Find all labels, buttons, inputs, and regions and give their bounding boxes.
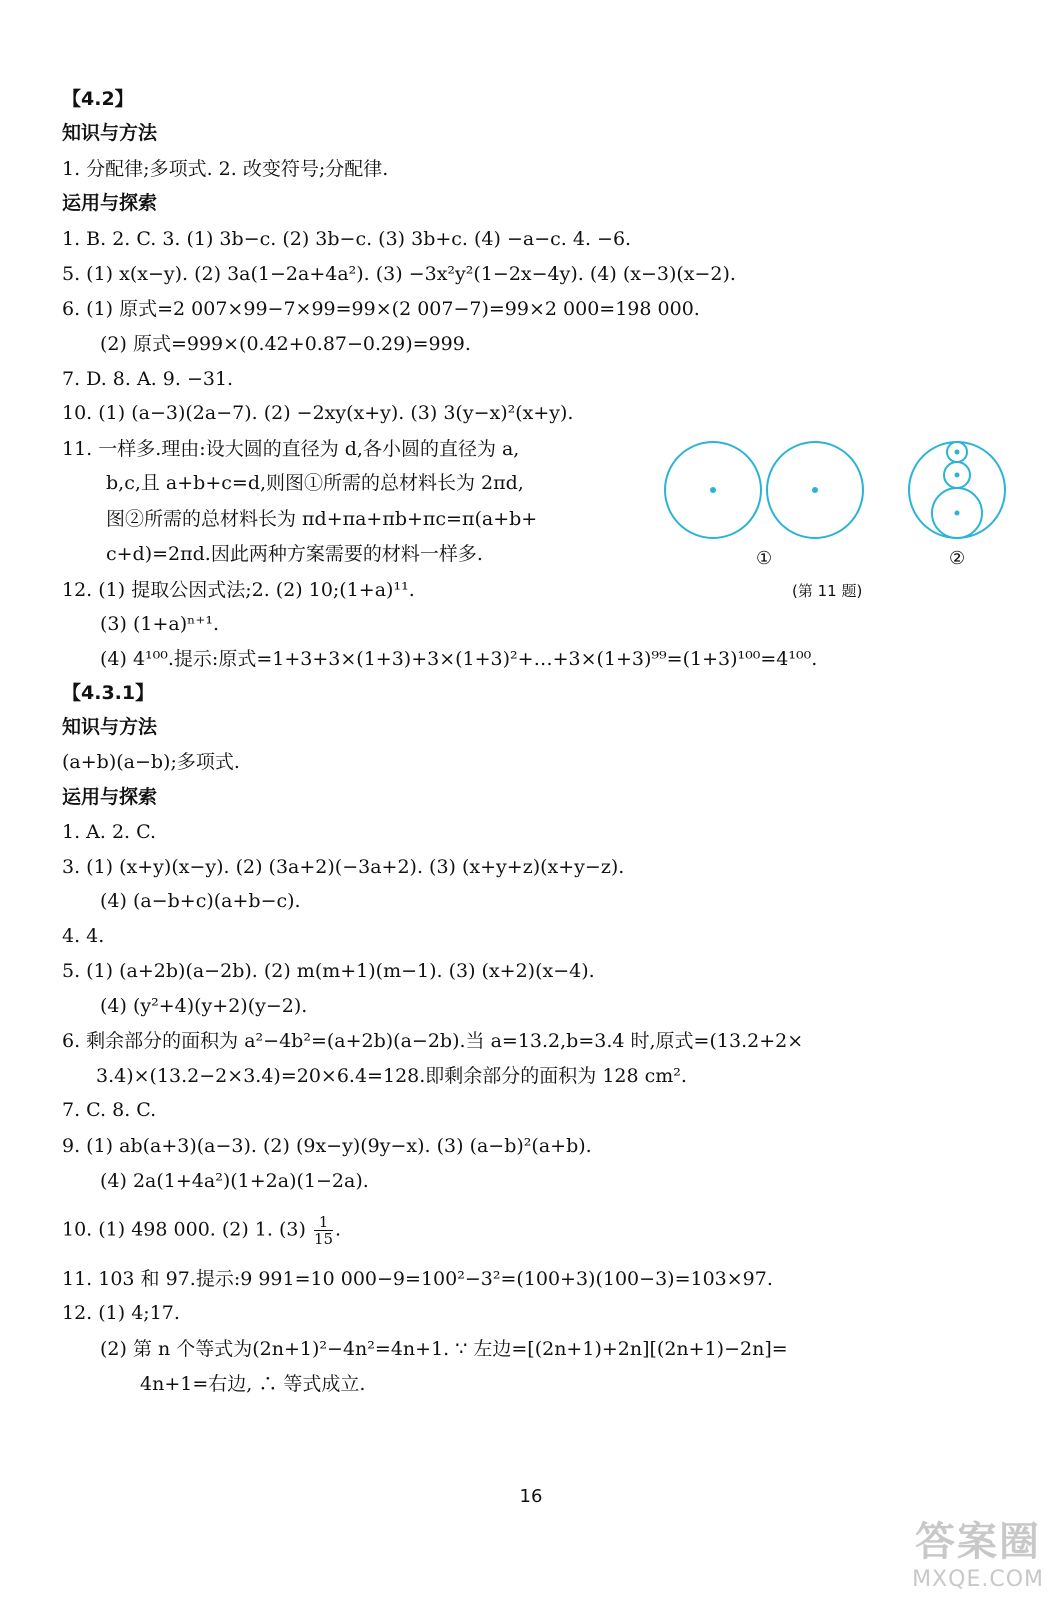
q10-text: 10. (1) 498 000. (2) 1. (3) bbox=[62, 1218, 306, 1241]
section-title-4-3-1: 【4.3.1】 bbox=[62, 682, 155, 704]
knowledge-answers: 1. 分配律;多项式. 2. 改变符号;分配律. bbox=[62, 158, 389, 180]
answer-line: 3. (1) (x+y)(x−y). (2) (3a+2)(−3a+2). (3) (x+y+z)(x+y−z). bbox=[62, 856, 625, 878]
fraction bbox=[314, 1214, 333, 1247]
apply-heading: 运用与探索 bbox=[62, 786, 158, 808]
center-dot bbox=[955, 473, 960, 478]
answer-line: 3.4)×(13.2−2×3.4)=20×6.4=128.即剩余部分的面积为 128 cm². bbox=[96, 1065, 687, 1087]
answer-line: 5. (1) (a+2b)(a−2b). (2) m(m+1)(m−1). (3) (x+2)(x−4). bbox=[62, 960, 595, 982]
answer-line: 11. 103 和 97.提示:9 991=10 000−9=100²−3²=(100+3)(100−3)=103×97. bbox=[62, 1268, 773, 1290]
answer-line: c+d)=2πd.因此两种方案需要的材料一样多. bbox=[106, 543, 483, 565]
knowledge-heading: 知识与方法 bbox=[62, 716, 158, 738]
section-title-4-2: 【4.2】 bbox=[62, 88, 134, 110]
answer-line: 1. A. 2. C. bbox=[62, 821, 157, 843]
q10-period: . bbox=[335, 1218, 342, 1241]
answer-line-with-fraction bbox=[62, 1214, 341, 1247]
fraction-denominator: 15 bbox=[313, 1230, 334, 1248]
answer-line: 9. (1) ab(a+3)(a−3). (2) (9x−y)(9y−x). (3) (a−b)²(a+b). bbox=[62, 1135, 592, 1157]
answer-line: 5. (1) x(x−y). (2) 3a(1−2a+4a²). (3) −3x²y²(1−2x−4y). (4) (x−3)(x−2). bbox=[62, 263, 736, 285]
center-dot bbox=[812, 487, 818, 493]
apply-heading: 运用与探索 bbox=[62, 192, 158, 214]
figure-label-1: ① bbox=[756, 548, 773, 569]
answer-line: 6. 剩余部分的面积为 a²−4b²=(a+2b)(a−2b).当 a=13.2,b=3.4 时,原式=(13.2+2× bbox=[62, 1030, 804, 1052]
knowledge-heading: 知识与方法 bbox=[62, 122, 158, 144]
answer-line: (4) 4¹⁰⁰.提示:原式=1+3+3×(1+3)+3×(1+3)²+…+3×(1+3)⁹⁹=(1+3)¹⁰⁰=4¹⁰⁰. bbox=[100, 648, 818, 670]
figure-caption: (第 11 题) bbox=[792, 582, 863, 600]
answer-line: 图②所需的总材料长为 πd+πa+πb+πc=π(a+b+ bbox=[106, 508, 538, 530]
answer-line: 11. 一样多.理由:设大圆的直径为 d,各小圆的直径为 a, bbox=[62, 438, 520, 460]
answer-line: (4) (y²+4)(y+2)(y−2). bbox=[100, 995, 308, 1017]
watermark-logo bbox=[912, 1510, 1044, 1592]
watermark-url: MXQE.COM bbox=[912, 1567, 1044, 1592]
center-dot bbox=[955, 511, 960, 516]
answer-line: b,c,且 a+b+c=d,则图①所需的总材料长为 2πd, bbox=[106, 472, 524, 494]
answer-line: 7. C. 8. C. bbox=[62, 1099, 157, 1121]
answer-line: 4. 4. bbox=[62, 925, 105, 947]
answer-line: 1. B. 2. C. 3. (1) 3b−c. (2) 3b−c. (3) 3b+c. (4) −a−c. 4. −6. bbox=[62, 228, 632, 250]
page-number: 16 bbox=[519, 1486, 543, 1507]
knowledge-answers: (a+b)(a−b);多项式. bbox=[62, 751, 240, 773]
answer-line: 6. (1) 原式=2 007×99−7×99=99×(2 007−7)=99×2 000=198 000. bbox=[62, 298, 700, 320]
answer-line: 10. (1) (a−3)(2a−7). (2) −2xy(x+y). (3) 3(y−x)²(x+y). bbox=[62, 402, 574, 424]
answer-line: 12. (1) 提取公因式法;2. (2) 10;(1+a)¹¹. bbox=[62, 579, 415, 601]
answer-line: (4) (a−b+c)(a+b−c). bbox=[100, 890, 301, 912]
answer-line: 7. D. 8. A. 9. −31. bbox=[62, 368, 234, 390]
center-dot bbox=[710, 487, 716, 493]
answer-line: (2) 原式=999×(0.42+0.87−0.29)=999. bbox=[100, 333, 471, 355]
fraction-numerator: 1 bbox=[318, 1213, 329, 1231]
center-dot bbox=[955, 450, 960, 455]
answer-line: 12. (1) 4;17. bbox=[62, 1302, 180, 1324]
answer-line: (4) 2a(1+4a²)(1+2a)(1−2a). bbox=[100, 1170, 369, 1192]
answer-line: (3) (1+a)ⁿ⁺¹. bbox=[100, 613, 220, 635]
watermark-text: 答案圈 bbox=[915, 1519, 1042, 1565]
answer-line: (2) 第 n 个等式为(2n+1)²−4n²=4n+1. ∵ 左边=[(2n+1)+2n][(2n+1)−2n]= bbox=[100, 1338, 788, 1360]
figure-label-2: ② bbox=[949, 548, 966, 569]
answer-line: 4n+1=右边, ∴ 等式成立. bbox=[140, 1373, 366, 1395]
outer-circle bbox=[909, 442, 1005, 538]
